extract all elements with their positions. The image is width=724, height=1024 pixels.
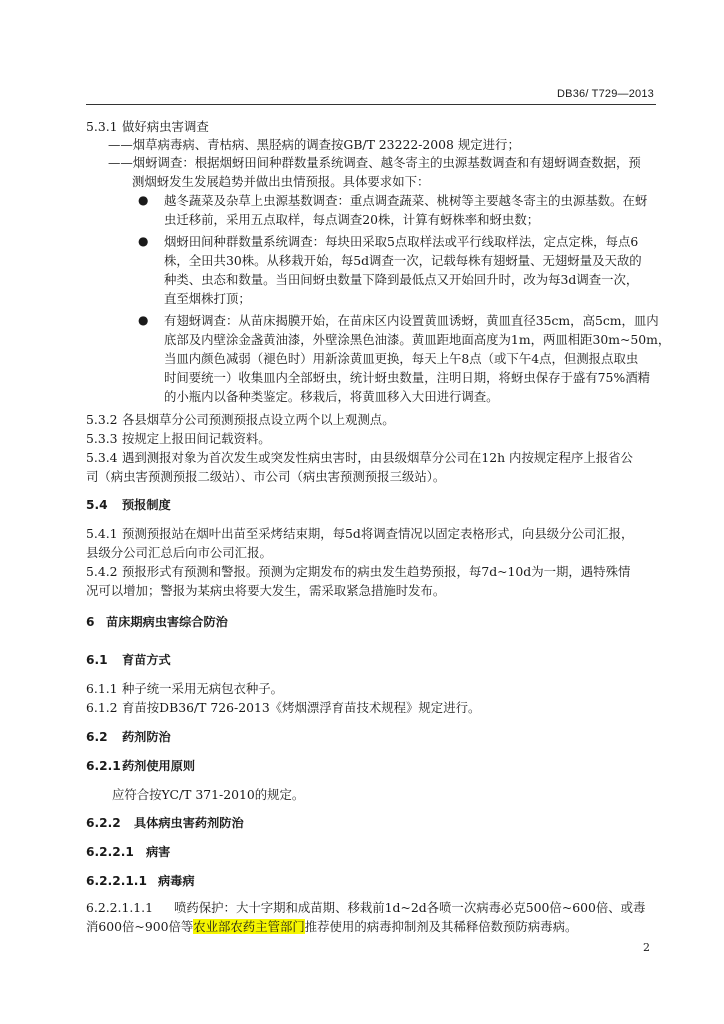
clause-6-1-1 <box>86 681 283 697</box>
clause-6-2-2-1-1-heading <box>86 873 195 889</box>
chapter-title: 苗床期病虫害综合防治 <box>106 615 228 629</box>
section-title: 育苗方式 <box>122 653 171 667</box>
bullet-3-line3: 当皿内颜色减弱（褪色时）用新涂黄皿更换，每天上午8点（或下午4点，但测报点取虫 <box>164 351 639 366</box>
bullet-3-line2: 底部及内壁涂金盏黄油漆，外壁涂黑色油漆。黄皿距地面高度为1m，两皿相距30m~50m， <box>164 332 671 347</box>
clause-5-3-1-heading <box>86 119 209 135</box>
section-title: 预报制度 <box>122 498 171 512</box>
clause-number: 6.1.1 <box>86 681 118 696</box>
clause-6-2-1-text: 应符合按YC/T 371-2010的规定。 <box>112 787 305 802</box>
bullet-icon: ● <box>138 234 149 248</box>
page-number: 2 <box>643 941 650 954</box>
clause-5-3-4-line2: 司（病虫害预测预报二级站）、市公司（病虫害预测预报三级站）。 <box>86 469 446 484</box>
bullet-3-line4: 时间要统一）收集皿内全部蚜虫，统计蚜虫数量，注明日期，将蚜虫保存于盛有75%酒精 <box>164 370 650 385</box>
clause-text: 育苗按DB36/T 726-2013《烤烟漂浮育苗技术规程》规定进行。 <box>122 700 481 715</box>
clause-text: 喷药保护：大十字期和成苗期、移栽前1d~2d各喷一次病毒必克500倍~600倍、或毒 <box>174 900 646 915</box>
bullet-3-line1: 有翅蚜调查：从苗床揭膜开始，在苗床区内设置黄皿诱蚜，黄皿直径35cm，高5cm，皿内 <box>164 313 659 328</box>
bullet-2-line2: 株，全田共30株。从移栽开始，每5d调查一次，记载每株有翅蚜量、无翅蚜量及天敌的 <box>164 253 642 268</box>
clause-6-2-2-heading <box>86 815 244 831</box>
bullet-1-line1: 越冬蔬菜及杂草上虫源基数调查：重点调查蔬菜、桃树等主要越冬寄主的虫源基数。在蚜 <box>164 193 648 208</box>
bullet-2-line4: 直至烟株打顶； <box>164 291 251 306</box>
clause-text-post: 推荐使用的病毒抑制剂及其稀释倍数预防病毒病。 <box>304 919 578 934</box>
clause-text: 预测预报站在烟叶出苗至采烤结束期，每5d将调查情况以固定表格形式，向县级分公司汇报， <box>122 526 634 541</box>
clause-5-4-1-line1 <box>86 526 633 542</box>
clause-number: 5.3.4 <box>86 450 118 465</box>
clause-number: 6.2.2 <box>86 816 121 830</box>
clause-6-2-1-heading <box>86 758 195 774</box>
section-title: 药剂防治 <box>122 730 171 744</box>
section-number: 5.4 <box>86 498 108 512</box>
clause-5-3-4-line1 <box>86 450 633 466</box>
clause-title: 病毒病 <box>158 874 195 888</box>
clause-text: 遇到测报对象为首次发生或突发性病虫害时，由县级烟草分公司在12h 内按规定程序上报省公 <box>122 450 633 465</box>
clause-text: 各县烟草分公司预测预报点设立两个以上观测点。 <box>122 412 395 427</box>
section-5-4-heading <box>86 497 171 513</box>
chapter-6-heading <box>86 614 228 630</box>
standard-code: DB36/ T729—2013 <box>557 88 654 100</box>
section-number: 6.2 <box>86 730 108 744</box>
clause-6-2-2-1-1-1-line2 <box>86 919 577 935</box>
clause-5-4-1-line2: 县级分公司汇总后向市公司汇报。 <box>86 545 272 560</box>
bullet-1-line2: 虫迁移前，采用五点取样，每点调查20株，计算有蚜株率和蚜虫数； <box>164 212 540 227</box>
clause-number: 5.3.1 <box>86 119 118 134</box>
bullet-2-line1: 烟蚜田间种群数量系统调查：每块田采取5点取样法或平行线取样法，定点定株，每点6 <box>164 234 639 249</box>
clause-number: 6.1.2 <box>86 700 118 715</box>
clause-number: 6.2.2.1 <box>86 845 134 859</box>
section-6-1-heading <box>86 652 171 668</box>
dash-item-disease-survey: ——烟草病毒病、青枯病、黑胫病的调查按GB/T 23222-2008 规定进行； <box>108 137 520 152</box>
bullet-icon: ● <box>138 193 149 207</box>
clause-text: 按规定上报田间记载资料。 <box>122 431 271 446</box>
bullet-2-line3: 种类、虫态和数量。当田间蚜虫数量下降到最低点又开始回升时，改为每3d调查一次， <box>164 272 639 287</box>
header-rule <box>86 104 656 105</box>
clause-number: 6.2.2.1.1.1 <box>86 900 153 915</box>
clause-5-3-2 <box>86 412 395 428</box>
section-6-2-heading <box>86 729 171 745</box>
clause-5-4-2-line2: 况可以增加；警报为某病虫将要大发生，需采取紧急措施时发布。 <box>86 583 446 598</box>
clause-number: 5.4.2 <box>86 564 118 579</box>
clause-6-2-2-1-heading <box>86 844 170 860</box>
clause-text: 预报形式有预测和警报。预测为定期发布的病虫发生趋势预报，每7d~10d为一期，遇特殊情 <box>122 564 631 579</box>
chapter-number: 6 <box>86 615 95 629</box>
clause-text: 种子统一采用无病包衣种子。 <box>122 681 284 696</box>
clause-title: 具体病虫害药剂防治 <box>134 816 244 830</box>
dash-item-aphid-survey-line1: ——烟蚜调查：根据烟蚜田间种群数量系统调查、越冬寄主的虫源基数调查和有翅蚜调查数据，预 <box>108 155 641 170</box>
bullet-3-line5: 的小瓶内以备种类鉴定。移栽后，将黄皿移入大田进行调查。 <box>164 389 499 404</box>
bullet-icon: ● <box>138 313 149 327</box>
clause-title: 做好病虫害调查 <box>122 119 209 134</box>
clause-number: 5.3.3 <box>86 431 118 446</box>
section-number: 6.1 <box>86 653 108 667</box>
clause-number: 6.2.2.1.1 <box>86 874 147 888</box>
dash-item-aphid-survey-line2: 测烟蚜发生发展趋势并做出虫情预报。具体要求如下： <box>132 174 430 189</box>
clause-text-pre: 消600倍~900倍等 <box>86 919 194 934</box>
clause-number: 6.2.1 <box>86 759 121 773</box>
clause-6-1-2 <box>86 700 480 716</box>
clause-6-2-2-1-1-1-line1 <box>86 900 645 916</box>
clause-number: 5.3.2 <box>86 412 118 427</box>
clause-5-4-2-line1 <box>86 564 630 580</box>
highlighted-text: 农业部农药主管部门 <box>193 919 305 934</box>
clause-title: 药剂使用原则 <box>122 759 196 773</box>
clause-number: 5.4.1 <box>86 526 118 541</box>
clause-5-3-3 <box>86 431 271 447</box>
clause-title: 病害 <box>146 845 171 859</box>
